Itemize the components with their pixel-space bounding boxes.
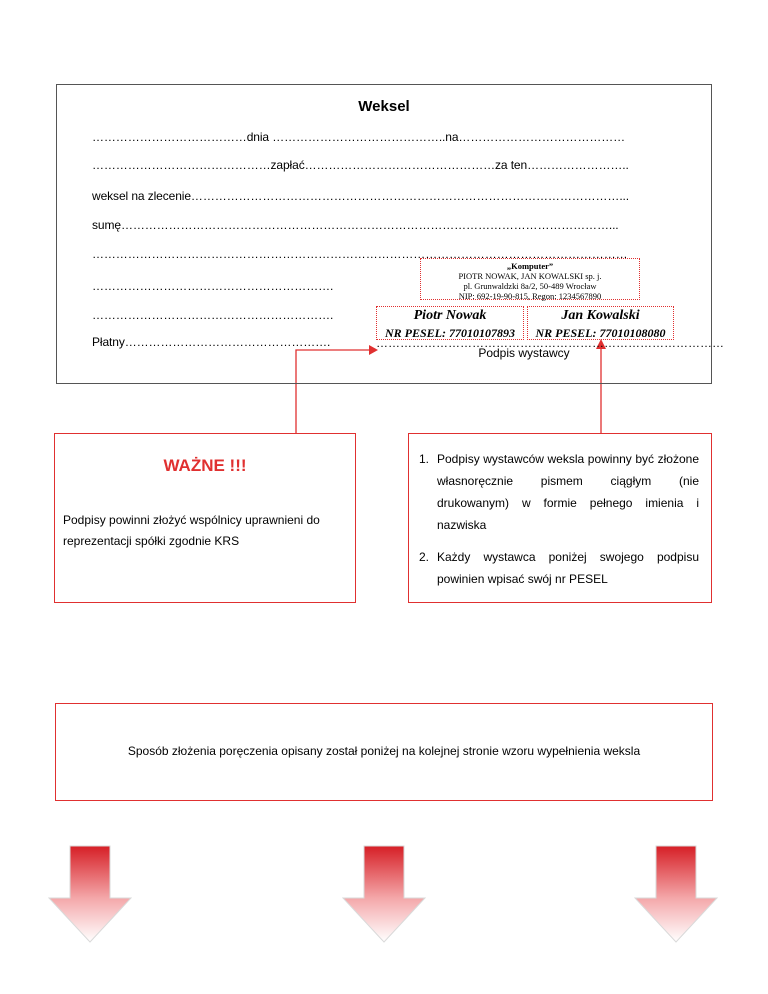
list-item <box>419 546 699 590</box>
stamp-owners: PIOTR NOWAK, JAN KOWALSKI sp. j. <box>458 271 602 281</box>
line-sum: sumę……………………………………………………………………………………………………………... <box>92 218 619 232</box>
important-heading: WAŻNE !!! <box>163 456 247 475</box>
signature-line: …………………………………………………………………………… <box>376 336 724 350</box>
instructions-box <box>408 433 712 603</box>
line-blank-1: ……………………………………………………. <box>92 279 334 293</box>
signature-box-1 <box>376 306 524 340</box>
stamp-address: pl. Grunwaldzki 8a/2, 50-489 Wrocław <box>463 281 597 291</box>
line-sum-words: ……………………………………………………………………………………………………………………… <box>92 247 628 261</box>
important-text: Podpisy powinni złożyć wspólnicy uprawnieni do reprezentacji spółki zgodnie KRS <box>63 513 320 548</box>
list-item-text: Podpisy wystawców weksla powinny być złożone własnoręcznie pismem ciągłym (nie drukowanym) w formie pełnego imienia i nazwiska <box>437 452 699 532</box>
signature-box-2 <box>527 306 674 340</box>
list-item-number: 1. <box>419 452 430 466</box>
company-stamp <box>420 258 640 300</box>
stamp-company-name: „Komputer” <box>506 261 554 271</box>
signatory-pesel: NR PESEL: 77010108080 <box>535 326 666 340</box>
weksel-title: Weksel <box>358 98 410 115</box>
signatory-name: Jan Kowalski <box>561 308 640 323</box>
instructions-list <box>419 448 699 590</box>
down-arrow-center <box>343 846 425 942</box>
stamp-ids: NIP: 692-19-90-815, Regon: 1234567890 <box>458 291 602 301</box>
signature-label: Podpis wystawcy <box>478 346 570 360</box>
line-payable: Płatny……………………………………………. <box>92 335 331 349</box>
line-order: weksel na zlecenie………………………………………………………………………………………………... <box>92 189 630 203</box>
line-blank-2: ……………………………………………………. <box>92 308 334 322</box>
list-item <box>419 448 699 536</box>
line-date-place: …………………………………dnia ……………………………………..na…………………………………… <box>92 130 626 144</box>
list-item-text: Każdy wystawca poniżej swojego podpisu powinien wpisać swój nr PESEL <box>437 550 699 586</box>
down-arrow-left <box>49 846 131 942</box>
note-text: Sposób złożenia poręczenia opisany został poniżej na kolejnej stronie wzoru wypełnienia weksla <box>127 744 641 758</box>
note-box <box>55 703 713 801</box>
line-pay: ………………………………………zapłać…………………………………………za ten…………………….. <box>92 158 629 172</box>
down-arrow-right <box>635 846 717 942</box>
important-box <box>54 433 356 603</box>
signatory-name: Piotr Nowak <box>413 308 487 323</box>
list-item-number: 2. <box>419 550 430 564</box>
signatory-pesel: NR PESEL: 77010107893 <box>384 326 515 340</box>
